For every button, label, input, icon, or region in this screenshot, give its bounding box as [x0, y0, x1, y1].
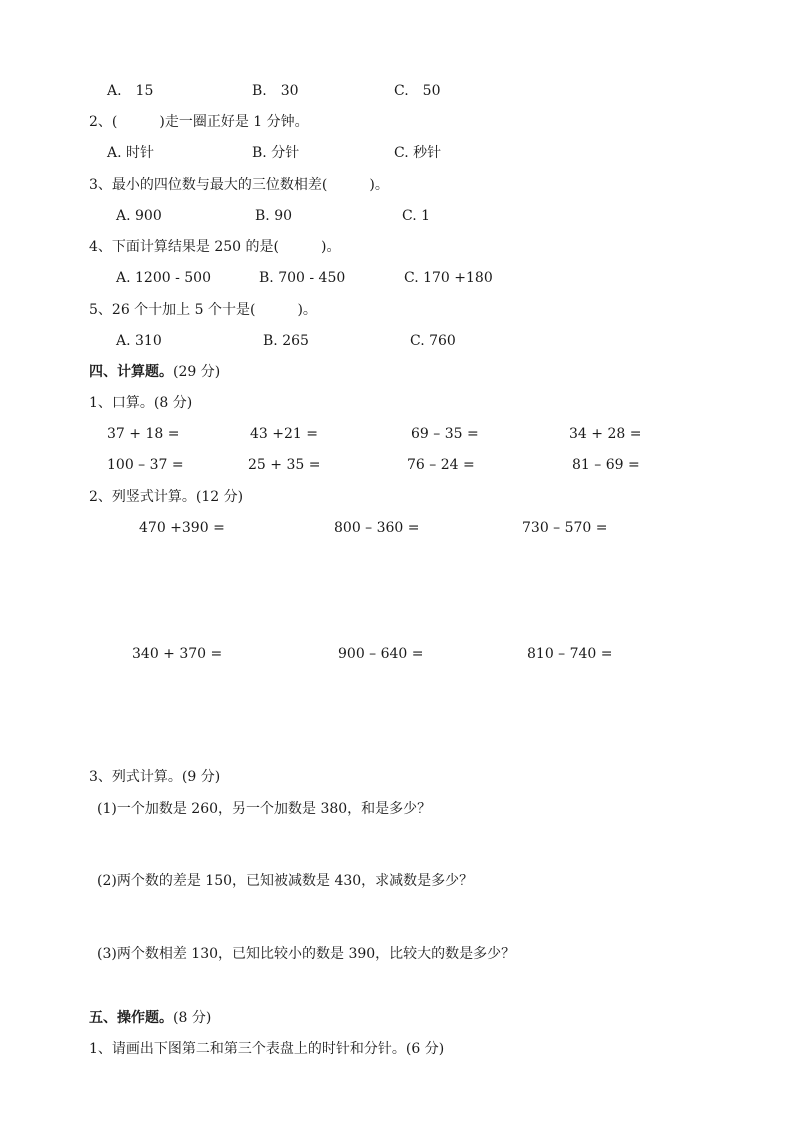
formula-problem-2: (2)两个数的差是 150，已知被减数是 430，求减数是多少？	[97, 873, 474, 889]
section5-heading	[89, 1009, 211, 1027]
formula-problem-1: (1)一个加数是 260，另一个加数是 380，和是多少？	[97, 801, 432, 817]
oral-problem: 76 – 24 =	[407, 457, 475, 473]
vertical-problem: 730 – 570 =	[522, 520, 608, 536]
q4-text: 4、下面计算结果是 250 的是( )。	[89, 239, 341, 255]
section4-score: (29 分)	[173, 364, 221, 380]
oral-problem: 69 – 35 =	[411, 426, 479, 442]
section4-heading	[89, 363, 220, 381]
q3-option-c: C. 1	[402, 208, 431, 224]
section5-score: (8 分)	[173, 1010, 212, 1026]
clock-question: 1、请画出下图第二和第三个表盘上的时针和分针。(6 分)	[89, 1041, 445, 1057]
oral-problem: 34 + 28 =	[569, 426, 642, 442]
q2-option-c: C. 秒针	[394, 145, 442, 161]
q1-option-b: B. 30	[252, 83, 299, 99]
section4-title: 四、计算题。	[89, 364, 173, 380]
q2-option-b: B. 分针	[252, 145, 300, 161]
oral-problem: 43 +21 =	[250, 426, 318, 442]
vertical-problem: 900 – 640 =	[338, 646, 424, 662]
q4-option-c: C. 170 +180	[404, 270, 493, 286]
q1-option-a: A. 15	[107, 83, 154, 99]
q3-option-a: A. 900	[116, 208, 162, 224]
vertical-title: 2、列竖式计算。(12 分)	[89, 489, 244, 505]
q4-option-a: A. 1200 - 500	[116, 270, 211, 286]
q2-text: 2、( )走一圈正好是 1 分钟。	[89, 114, 309, 130]
oral-problem: 37 + 18 =	[107, 426, 180, 442]
oral-problem: 81 – 69 =	[572, 457, 640, 473]
vertical-problem: 810 – 740 =	[527, 646, 613, 662]
q1-option-c: C. 50	[394, 83, 441, 99]
oral-title: 1、口算。(8 分)	[89, 395, 193, 411]
formula-problem-3: (3)两个数相差 130，已知比较小的数是 390，比较大的数是多少？	[97, 946, 516, 962]
q5-option-c: C. 760	[410, 333, 456, 349]
section5-title: 五、操作题。	[89, 1010, 173, 1026]
formula-title: 3、列式计算。(9 分)	[89, 769, 221, 785]
vertical-problem: 340 + 370 =	[132, 646, 223, 662]
q2-option-a: A. 时针	[107, 145, 155, 161]
q5-text: 5、26 个十加上 5 个十是( )。	[89, 302, 317, 318]
oral-problem: 25 + 35 =	[248, 457, 321, 473]
q3-option-b: B. 90	[255, 208, 293, 224]
vertical-problem: 800 – 360 =	[334, 520, 420, 536]
q5-option-a: A. 310	[116, 333, 162, 349]
oral-problem: 100 – 37 =	[107, 457, 184, 473]
vertical-problem: 470 +390 =	[139, 520, 225, 536]
q4-option-b: B. 700 - 450	[259, 270, 346, 286]
q3-text: 3、最小的四位数与最大的三位数相差( )。	[89, 177, 389, 193]
q5-option-b: B. 265	[263, 333, 309, 349]
